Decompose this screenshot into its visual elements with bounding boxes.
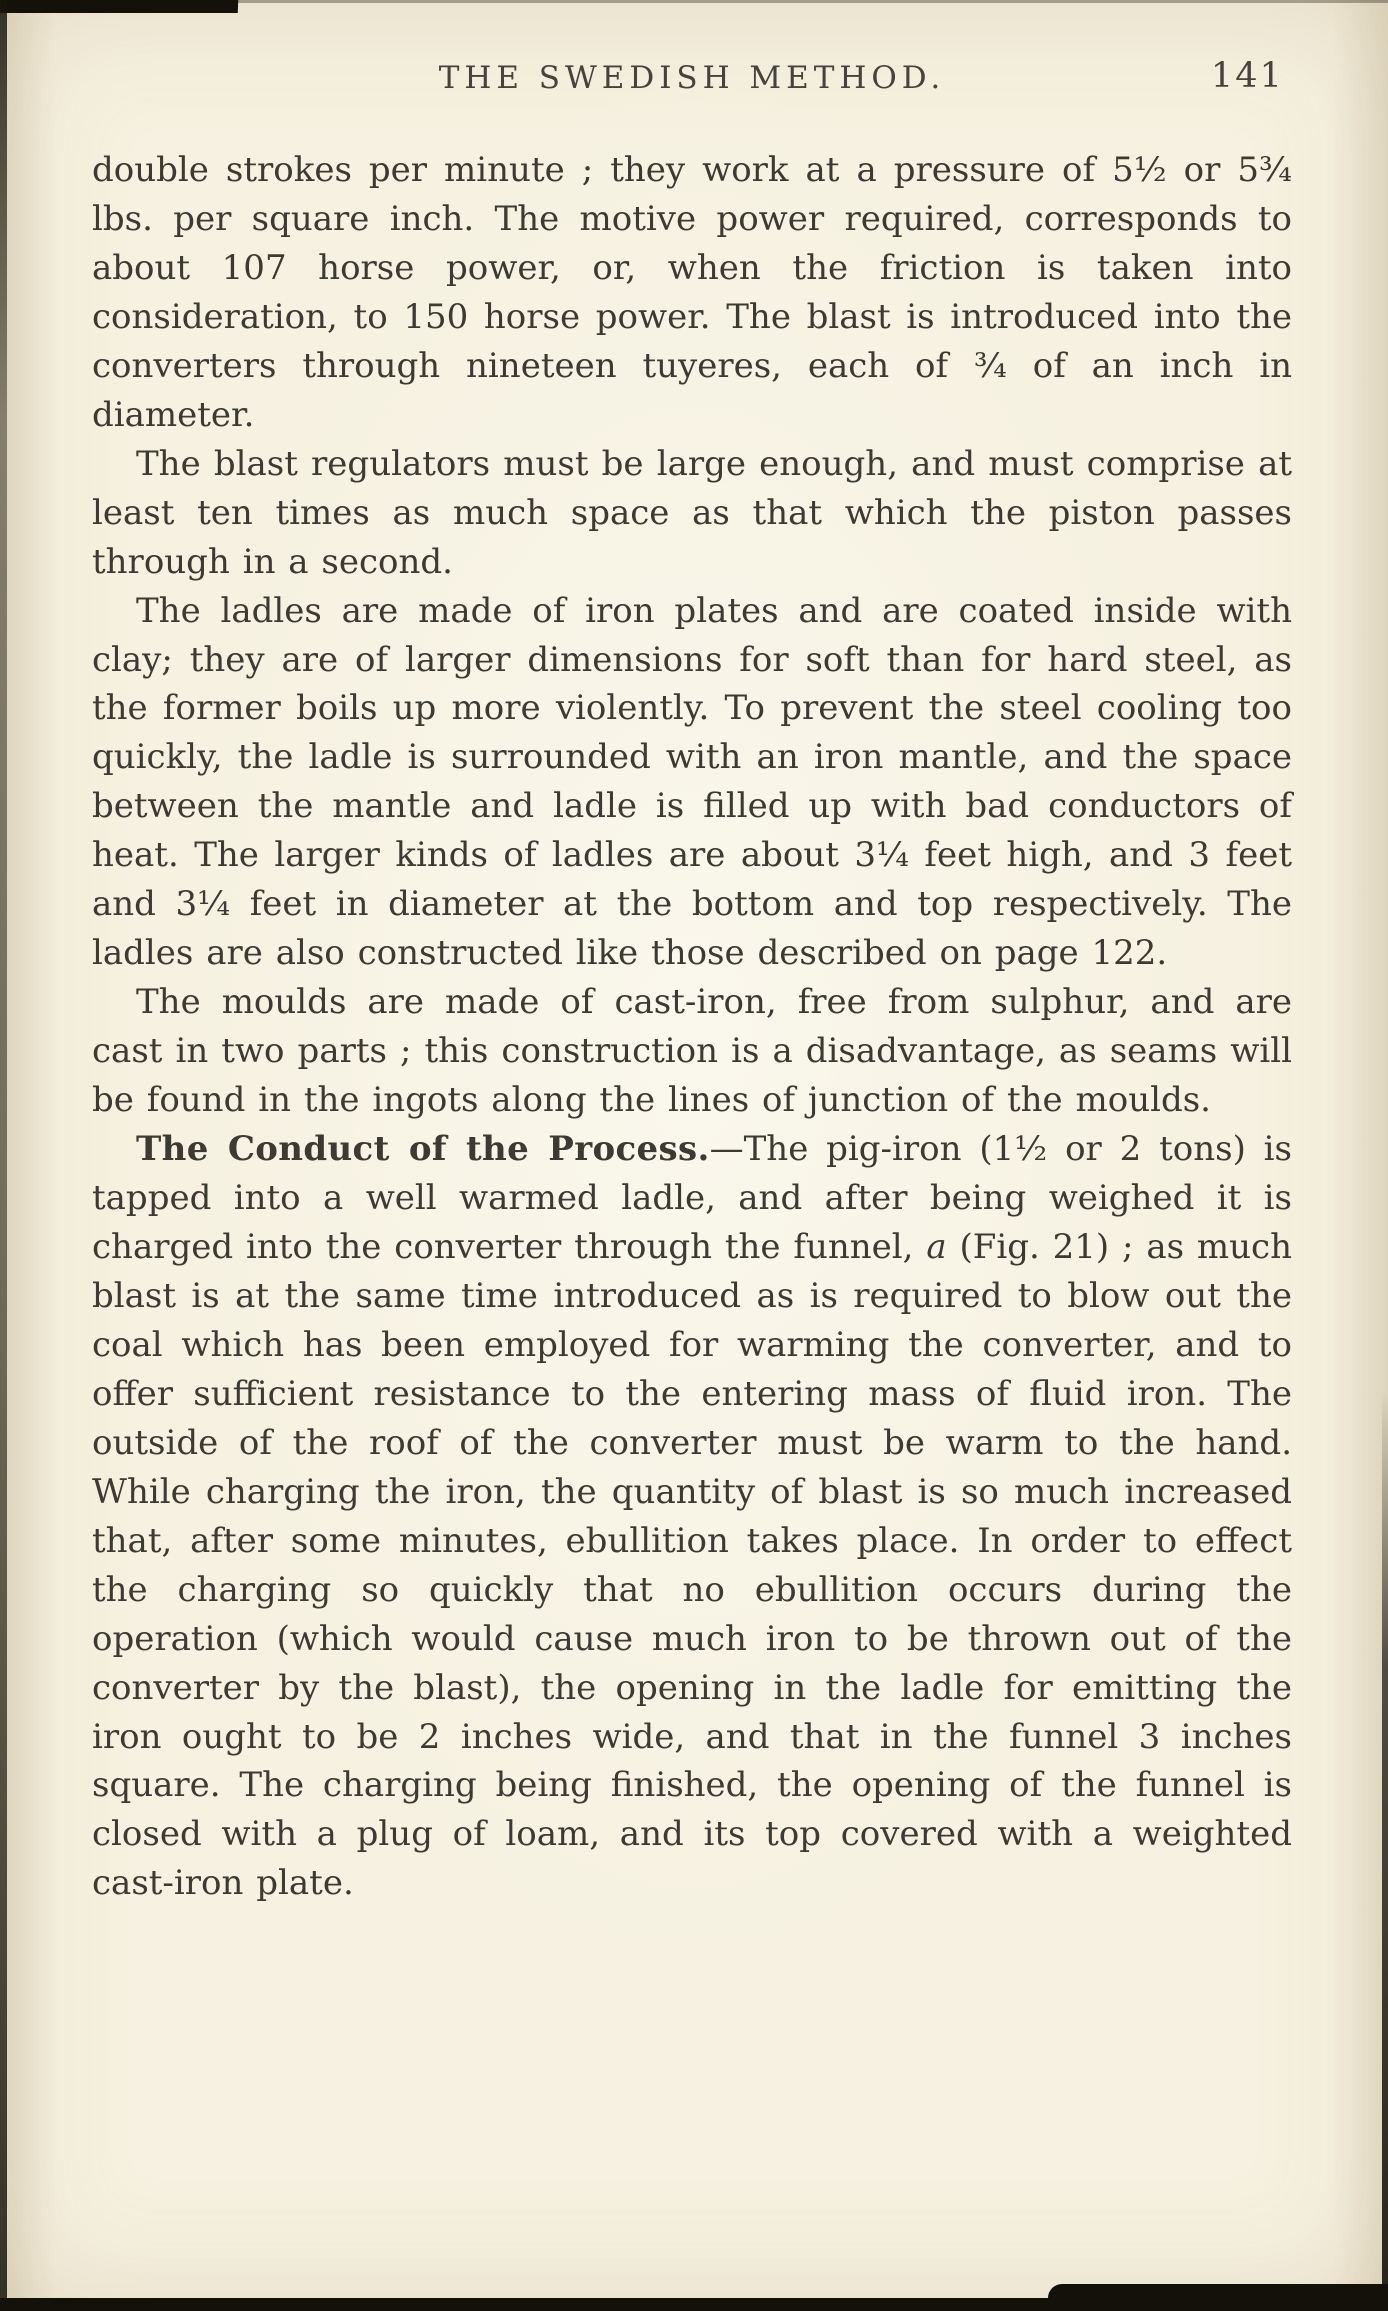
paragraph-text: The moulds are made of cast-iron, free from sulphur, and are cast in two parts ; this construction is a disadvantage, as seams will be found in the ingots along the lines of junction of the moulds. xyxy=(92,982,1292,1121)
paragraph-text: (Fig. 21) ; as much blast is at the same time introduced as is required to blow out the coal which has been employed for warming the converter, and to offer sufficient resistance to the entering mass of fluid iron. The outside of the roof of the converter must be warm to the hand. While charging the iron, the quantity of blast is so much increased that, after some minutes, ebullition takes place. In order to effect the charging so quickly that no ebullition occurs during the operation (which would cause much iron to be thrown out of the converter by the blast), the opening in the ladle for emitting the iron ought to be 2 inches wide, and that in the funnel 3 inches square. The charging being finished, the opening of the funnel is closed with a plug of loam, and its top covered with a weighted cast-iron plate. xyxy=(92,1226,1292,1904)
paragraph-text: double strokes per minute ; they work at a pressure of 5½ or 5¾ lbs. per square inch. The motive power required, corresponds to about 107 horse power, or, when the friction is taken into consideration, to 150 horse power. The blast is introduced into the converters through nineteen tuyeres, each of ¾ of an inch in diameter. xyxy=(92,150,1292,435)
paragraph-text: The ladles are made of iron plates and are coated inside with clay; they are of larger dimensions for soft than for hard steel, as the former boils up more violently. To prevent the steel cooling too quickly, the ladle is surrounded with an iron mantle, and the space between the mantle and ladle is filled up with bad conductors of heat. The larger kinds of ladles are about 3¼ feet high, and 3 feet and 3¼ feet in diameter at the bottom and top respectively. The ladles are also constructed like those described on page 122. xyxy=(92,590,1292,974)
figure-reference-label: a xyxy=(926,1226,947,1267)
paragraph-blast-regulators xyxy=(92,440,1292,587)
body-text xyxy=(92,146,1292,1908)
paragraph-ladles xyxy=(92,587,1292,979)
paragraph-moulds xyxy=(92,978,1292,1125)
page-content xyxy=(92,54,1292,1908)
paragraph-text: The blast regulators must be large enough, and must comprise at least ten times as much space as that which the piston passes through in a second. xyxy=(92,443,1292,582)
paragraph-text: —The pig-iron (1½ or 2 tons) is tapped into a well warmed ladle, and after being weighed it is charged into the converter through the funnel, xyxy=(92,1129,1292,1267)
page-number: 141 xyxy=(1210,56,1284,96)
running-head xyxy=(92,54,1292,106)
paragraph-conduct-of-process xyxy=(92,1125,1292,1908)
paragraph-continuation xyxy=(92,146,1292,440)
running-head-title: THE SWEDISH METHOD. xyxy=(438,60,946,96)
section-lead: The Conduct of the Process. xyxy=(136,1129,710,1170)
